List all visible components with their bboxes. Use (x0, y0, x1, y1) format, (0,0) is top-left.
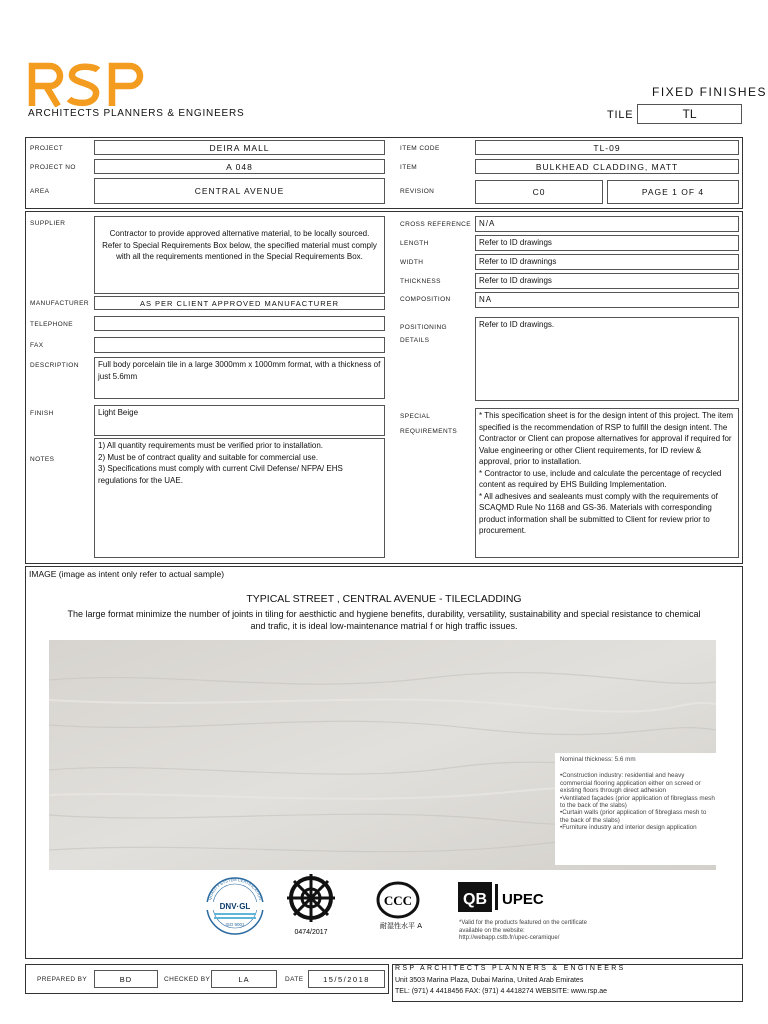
checked-by-label: CHECKED BY (164, 976, 211, 983)
dnv-gl-certification-logo (200, 876, 270, 936)
svg-text:UPEC: UPEC (502, 891, 544, 908)
finish-label: FINISH (30, 410, 54, 417)
note-line: 3) Specifications must comply with current Civil Defense/ NFPA/ EHS regulations for the UAE. (98, 464, 343, 485)
use-item: •Ventilated façades (prior application of fibreglass mesh to the back of the slabs) (560, 794, 715, 810)
tile-info-panel (555, 753, 716, 865)
special-label: SPECIAL (400, 413, 431, 420)
svg-text:耐湿性水平 A: 耐湿性水平 A (379, 922, 423, 930)
cross-reference-field: N/A (475, 216, 739, 232)
page-number-field: PAGE 1 OF 4 (607, 180, 739, 204)
thickness-field: Refer to ID drawings (475, 273, 739, 289)
composition-field: NA (475, 292, 739, 308)
project-field: DEIRA MALL (94, 140, 385, 155)
firm-address: Unit 3503 Marina Plaza, Dubai Marina, United Arab Emirates (395, 977, 584, 984)
rsp-logo (28, 62, 148, 107)
qb-upec-certification-logo (458, 880, 558, 914)
svg-text:DNV·GL: DNV·GL (219, 902, 251, 911)
revision-label: REVISION (400, 188, 435, 195)
svg-text:QB: QB (463, 891, 487, 908)
project-no-field: A 048 (94, 159, 385, 174)
tile-label: TILE (607, 109, 634, 121)
marine-wheel-certification-logo (287, 874, 335, 936)
date-field: 15/5/2018 (308, 970, 385, 988)
document-title: FIXED FINISHES (652, 85, 768, 99)
requirement-paragraph: * This specification sheet is for the design intent of this project. The item specified is the recommendation of RSP to fulfill the design intent. The Contractor or Client can propose alternatives for approval if required for Value engineering or other Client requirements, for ID review & approval, prior to installation. (479, 411, 734, 466)
firm-contact: TEL: (971) 4 4418456 FAX: (971) 4 4418274 WEBSITE: www.rsp.ae (395, 988, 608, 995)
positioning-label: POSITIONING (400, 324, 448, 331)
thickness-label: THICKNESS (400, 278, 441, 285)
tile-code-field: TL (637, 104, 742, 124)
ccc-certification-logo (368, 880, 434, 932)
telephone-label: TELEPHONE (30, 321, 73, 328)
revision-field: C0 (475, 180, 603, 204)
fax-field (94, 337, 385, 353)
item-code-field: TL-09 (475, 140, 739, 155)
area-field: CENTRAL AVENUE (94, 178, 385, 204)
positioning-field: Refer to ID drawings. (475, 317, 739, 401)
prepared-by-label: PREPARED BY (37, 976, 88, 983)
prepared-by-field: BD (94, 970, 158, 988)
width-field: Refer to ID drawnings (475, 254, 739, 270)
telephone-field (94, 316, 385, 331)
requirements-label: REQUIREMENTS (400, 428, 458, 435)
firm-full-name: RSP ARCHITECTS PLANNERS & ENGINEERS (395, 965, 626, 972)
manufacturer-label: MANUFACTURER (30, 300, 89, 307)
length-field: Refer to ID drawings (475, 235, 739, 251)
upec-note: *Valid for the products featured on the certificate available on the website: http://webapp.cstb.fr/upec-ceramique/ (459, 920, 587, 941)
date-label: DATE (285, 976, 304, 983)
special-requirements-field (475, 408, 739, 558)
fax-label: FAX (30, 342, 44, 349)
svg-text:CCC: CCC (383, 893, 413, 908)
svg-text:0474/2017: 0474/2017 (294, 929, 328, 936)
details-label: DETAILS (400, 337, 430, 344)
firm-name: ARCHITECTS PLANNERS & ENGINEERS (28, 108, 245, 119)
width-label: WIDTH (400, 259, 424, 266)
use-item: •Furniture industry and interior design application (560, 824, 697, 832)
composition-label: COMPOSITION (400, 296, 451, 303)
note-line: 2) Must be of contract quality and suitable for commercial use. (98, 452, 319, 462)
svg-text:ISO 9001: ISO 9001 (225, 922, 245, 927)
requirement-paragraph: * Contractor to use, include and calculate the percentage of recycled content as required by EHS Building Implementation. (479, 468, 722, 489)
image-section-label: IMAGE (image as intent only refer to actual sample) (29, 569, 225, 579)
length-label: LENGTH (400, 240, 429, 247)
tile-sample-image (49, 640, 716, 870)
finish-field: Light Beige (94, 405, 385, 436)
image-title: TYPICAL STREET , CENTRAL AVENUE - TILECLADDING (246, 593, 522, 605)
project-no-label: PROJECT NO (30, 164, 76, 171)
supplier-field: Contractor to provide approved alternative material, to be locally sourced. Refer to Special Requirements Box below, the specified material must comply with all the requirements mentioned in the Special Requirements Box. (94, 216, 385, 294)
item-label: ITEM (400, 164, 418, 171)
notes-field (94, 438, 385, 558)
project-label: PROJECT (30, 145, 64, 152)
description-field: Full body porcelain tile in a large 3000mm x 1000mm format, with a thickness of just 5.6mm (94, 357, 385, 399)
note-line: 1) All quantity requirements must be verified prior to installation. (98, 441, 323, 450)
use-item: •Curtain walls (prior application of fibreglass mesh to the back of the slabs) (560, 809, 707, 824)
area-label: AREA (30, 188, 50, 195)
description-label: DESCRIPTION (30, 362, 79, 369)
svg-text:QUALITY SYSTEM CERTIFICATION: QUALITY SYSTEM CERTIFICATION (206, 877, 264, 901)
image-caption: The large format minimize the number of joints in tiling for aesthictic and hygiene benefits, durability, versatility, sustainability and special resistance to chemical and trafic, it is ideal low-maintenance matrial f or high traffic issues. (67, 609, 701, 631)
use-item: •Construction industry: residential and heavy commercial flooring application either on screed or existing floors through direct adhesion (560, 772, 701, 795)
nominal-thickness: Nominal thickness: 5.6 mm (560, 756, 636, 763)
manufacturer-field: AS PER CLIENT APPROVED MANUFACTURER (94, 296, 385, 310)
item-code-label: ITEM CODE (400, 145, 440, 152)
cross-reference-label: CROSS REFERENCE (400, 221, 472, 228)
item-field: BULKHEAD CLADDING, MATT (475, 159, 739, 174)
checked-by-field: LA (211, 970, 277, 988)
notes-label: NOTES (30, 456, 55, 463)
requirement-paragraph: * All adhesives and sealeants must comply with the requirements of SCAQMD Rule No 1168 and GS-36. Materials with corresponding product information shall be submitted to Client for review prior to procurement. (479, 491, 718, 535)
supplier-label: SUPPLIER (30, 220, 66, 227)
